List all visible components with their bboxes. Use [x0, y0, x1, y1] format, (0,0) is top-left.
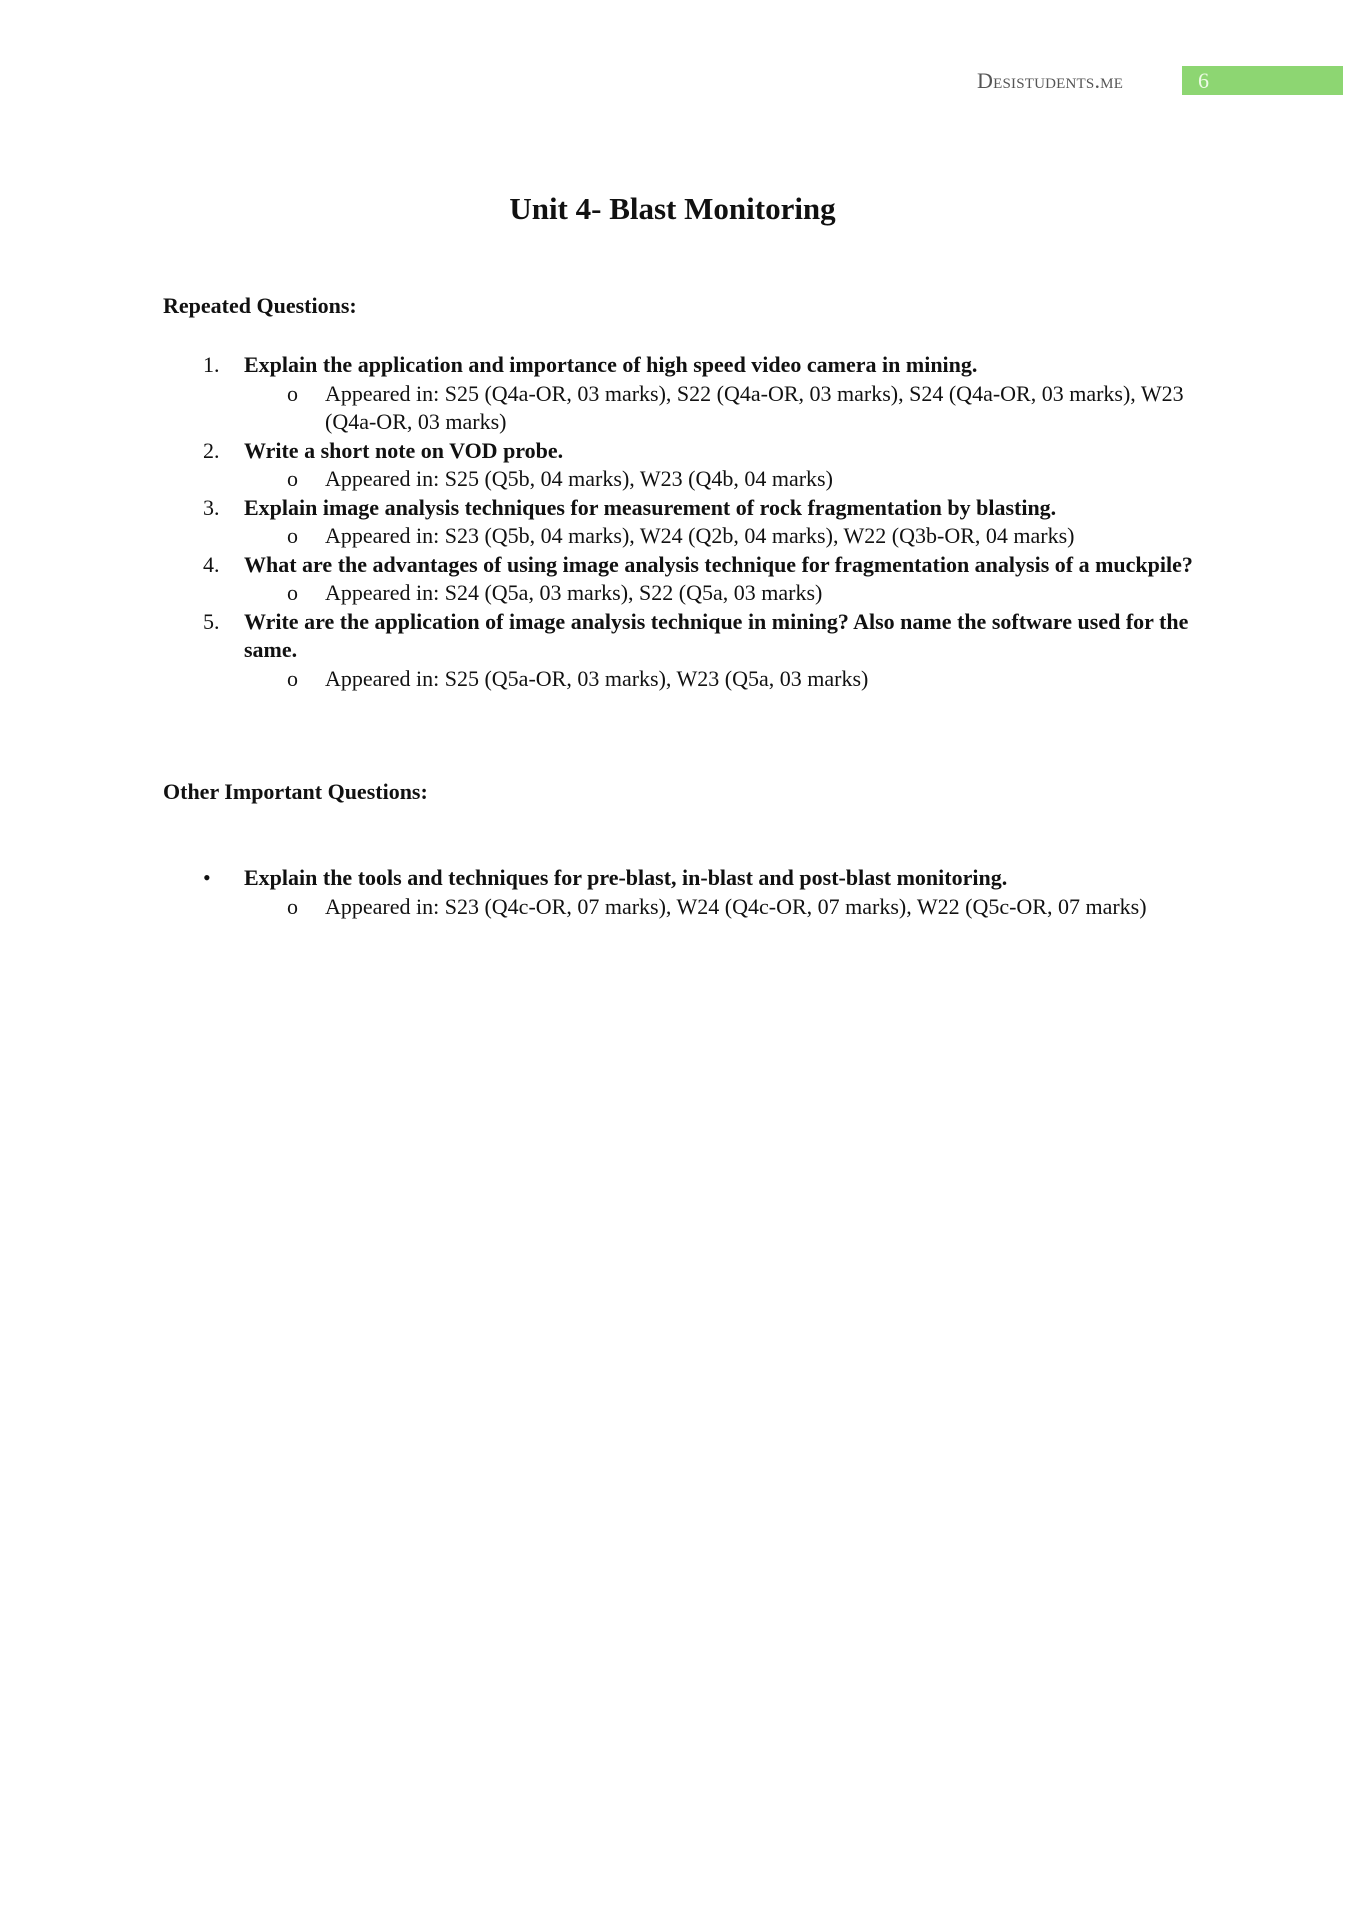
- item-number: 1.: [203, 352, 220, 377]
- question: Write a short note on VOD probe.: [244, 437, 564, 463]
- other-questions-list: [203, 864, 1193, 921]
- appeared-text: Appeared in: S25 (Q4a-OR, 03 marks), S22 (Q4a-OR, 03 marks), S24 (Q4a-OR, 03 marks), W23 (Q4a-OR, 03 marks): [325, 380, 1184, 434]
- appeared-in: [203, 380, 1193, 437]
- item-number: 3.: [203, 494, 220, 520]
- bullet-icon: •: [203, 865, 211, 890]
- appeared-text: Appeared in: S25 (Q5a-OR, 03 marks), W23 (Q5a, 03 marks): [325, 665, 869, 691]
- question: What are the advantages of using image analysis technique for fragmentation analysis of a muckpile?: [244, 551, 1193, 577]
- appeared-text: Appeared in: S25 (Q5b, 04 marks), W23 (Q4b, 04 marks): [325, 466, 833, 491]
- header-brand: Desistudents.me: [977, 68, 1124, 93]
- appeared-text: Appeared in: S23 (Q4c-OR, 07 marks), W24 (Q4c-OR, 07 marks), W22 (Q5c-OR, 07 marks): [325, 893, 1147, 919]
- circle-bullet-icon: o: [287, 893, 298, 919]
- list-item: [203, 608, 1193, 694]
- repeated-questions-heading: Repeated Questions:: [163, 293, 357, 318]
- list-item: [203, 351, 1193, 437]
- list-item: [203, 551, 1193, 608]
- circle-bullet-icon: o: [287, 380, 298, 406]
- question: Explain image analysis techniques for measurement of rock fragmentation by blasting.: [244, 494, 1057, 520]
- appeared-text: Appeared in: S23 (Q5b, 04 marks), W24 (Q2b, 04 marks), W22 (Q3b-OR, 04 marks): [325, 523, 1075, 548]
- page-number: 6: [1182, 66, 1343, 95]
- question: Write are the application of image analysis technique in mining? Also name the software used for the same.: [244, 608, 1189, 662]
- list-item: [203, 494, 1193, 551]
- circle-bullet-icon: o: [287, 665, 298, 691]
- other-questions-heading: Other Important Questions:: [163, 779, 428, 804]
- appeared-in: [203, 465, 1193, 494]
- appeared-in: [203, 522, 1193, 551]
- appeared-in: [203, 665, 1193, 694]
- appeared-in: [203, 893, 1193, 922]
- item-number: 2.: [203, 437, 220, 463]
- appeared-text: Appeared in: S24 (Q5a, 03 marks), S22 (Q5a, 03 marks): [325, 580, 823, 605]
- question: Explain the application and importance of high speed video camera in mining.: [244, 352, 978, 377]
- circle-bullet-icon: o: [287, 466, 298, 491]
- list-item: [203, 864, 1193, 921]
- item-number: 4.: [203, 551, 220, 577]
- circle-bullet-icon: o: [287, 580, 298, 605]
- appeared-in: [203, 579, 1193, 608]
- page-title: Unit 4- Blast Monitoring: [509, 191, 836, 226]
- item-number: 5.: [203, 608, 220, 634]
- question: Explain the tools and techniques for pre-blast, in-blast and post-blast monitoring.: [244, 865, 1008, 890]
- circle-bullet-icon: o: [287, 523, 298, 548]
- repeated-questions-list: [203, 351, 1193, 693]
- list-item: [203, 437, 1193, 494]
